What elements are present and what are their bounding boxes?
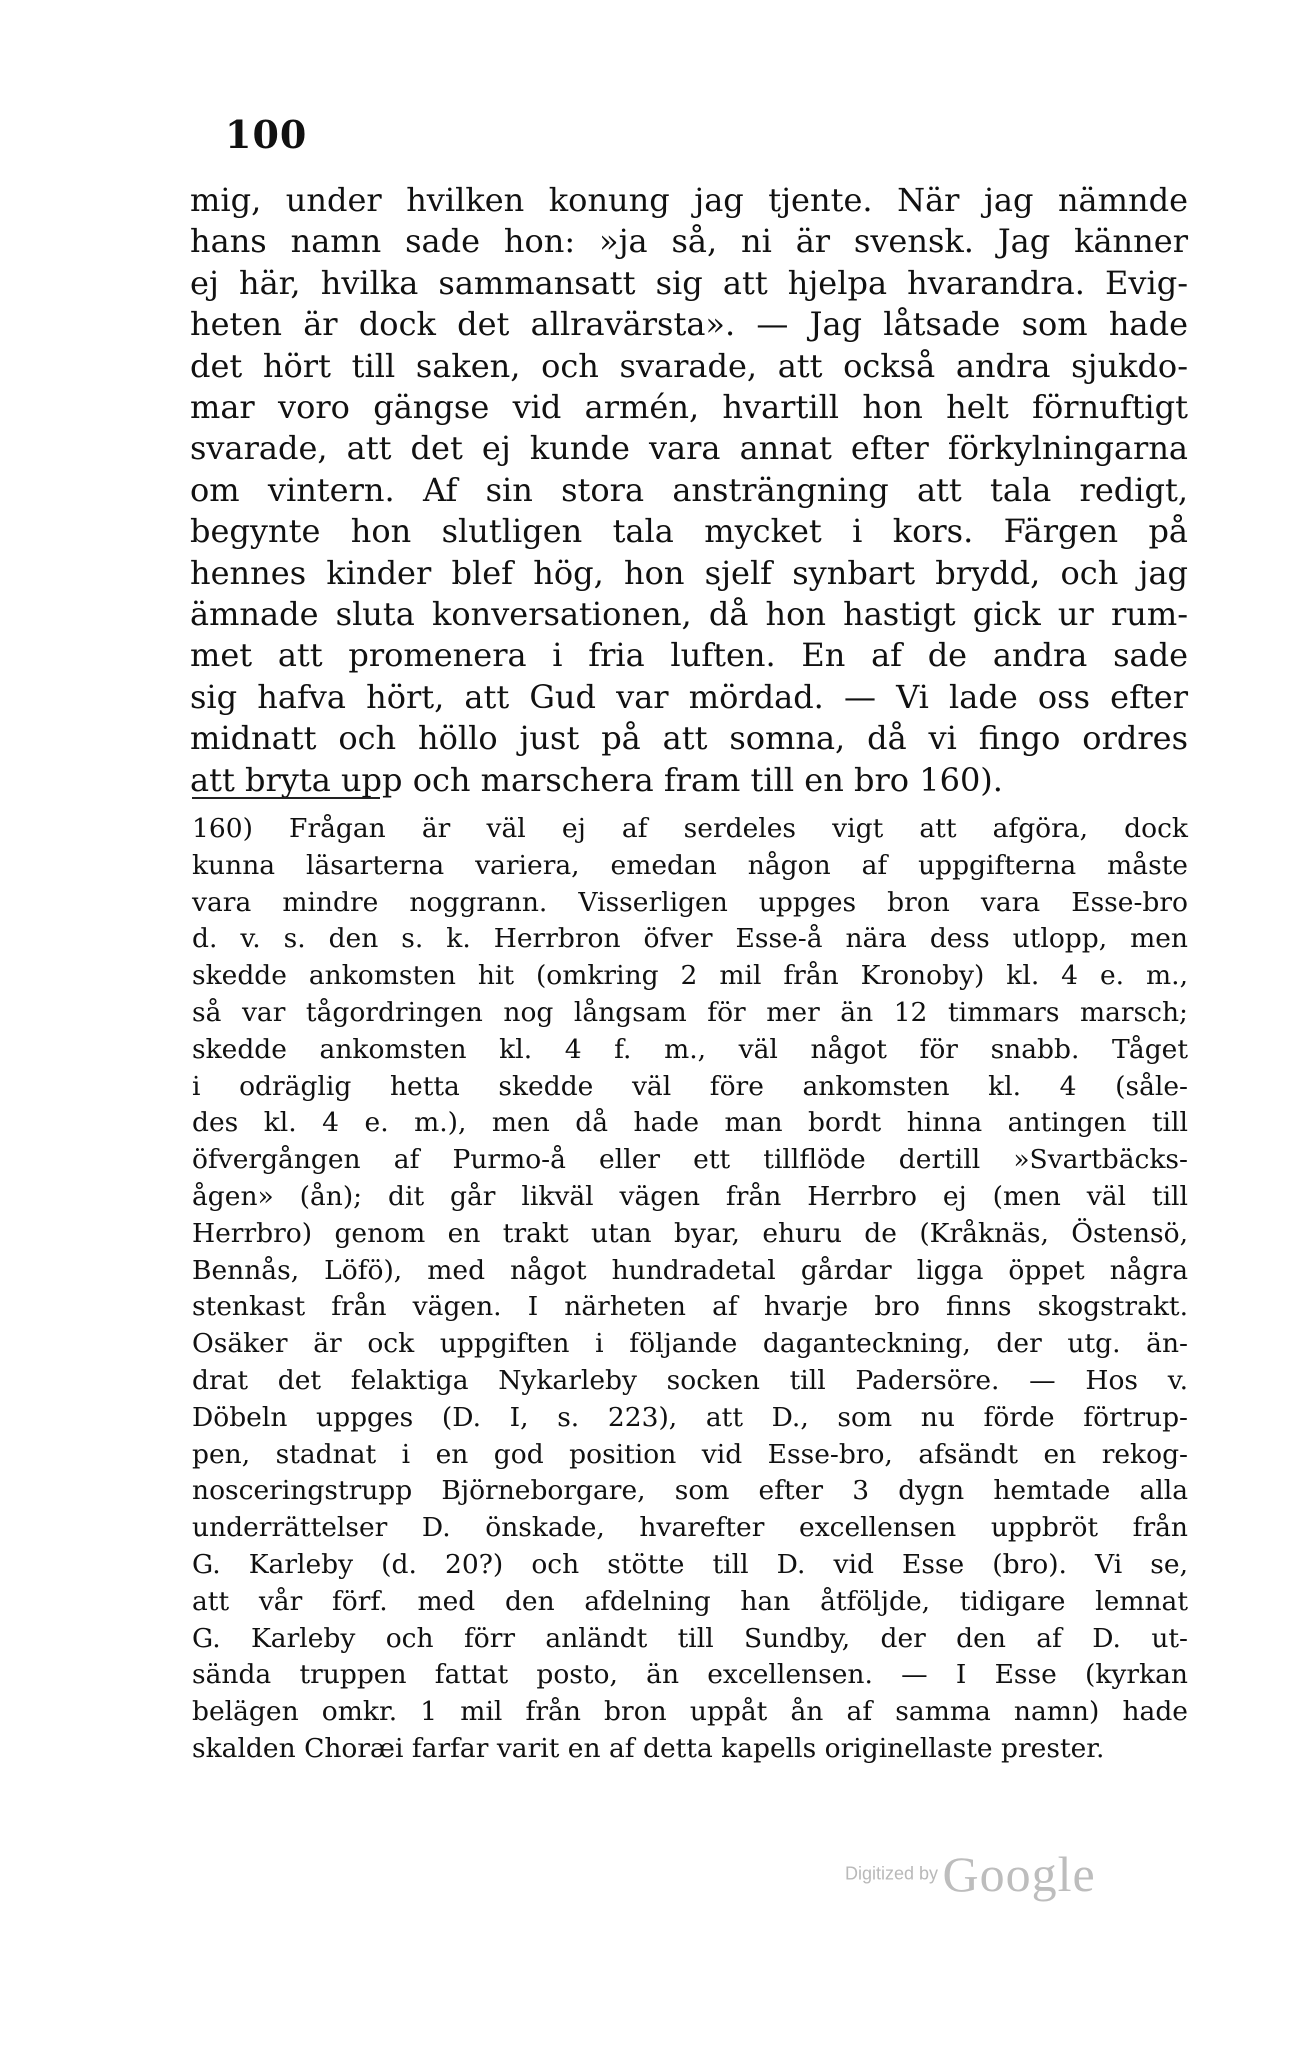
footnote-line: d. v. s. den s. k. Herrbron öfver Esse-å nära dess utlopp, men <box>192 923 1188 955</box>
text-line: heten är dock det allravärsta». — Jag låtsade som hade <box>190 305 1188 344</box>
footnote-line: sända truppen fattat posto, än excellensen. — I Esse (kyrkan <box>192 1659 1188 1691</box>
watermark-prefix: Digitized by <box>845 1863 939 1884</box>
text-line: midnatt och höllo just på att somna, då vi fingo ordres <box>190 719 1188 758</box>
footnote-line: Herrbro) genom en trakt utan byar, ehuru de (Kråknäs, Östensö, <box>192 1217 1188 1249</box>
footnote-divider <box>192 797 380 799</box>
text-line: ej här, hvilka sammansatt sig att hjelpa hvarandra. Evig- <box>190 263 1188 302</box>
footnote-line: Osäker är ock uppgiften i följande daganteckning, der utg. än- <box>192 1328 1188 1360</box>
text-line: det hört till saken, och svarade, att också andra sjukdo- <box>190 346 1188 385</box>
text-line: att bryta upp och marschera fram till en bro 160). <box>190 760 1003 799</box>
footnote-line: kunna läsarterna variera, emedan någon af uppgifterna måste <box>192 849 1188 881</box>
text-line: mig, under hvilken konung jag tjente. När jag nämnde <box>190 181 1188 219</box>
footnote-line: ågen» (ån); dit går likväl vägen från Herrbro ej (men väl till <box>192 1180 1188 1212</box>
digitized-watermark <box>845 1845 1096 1903</box>
text-line: sig hafva hört, att Gud var mördad. — Vi lade oss efter <box>190 677 1188 716</box>
footnote-line: öfvergången af Purmo-å eller ett tillflöde dertill »Svartbäcks- <box>192 1144 1188 1176</box>
text-line: hans namn sade hon: »ja så, ni är svensk. Jag känner <box>190 222 1188 261</box>
footnote-line: belägen omkr. 1 mil från bron uppåt ån af samma namn) hade <box>192 1696 1188 1728</box>
text-line: ämnade sluta konversationen, då hon hastigt gick ur rum- <box>190 595 1188 634</box>
page-number: 100 <box>225 112 308 157</box>
footnote-line: G. Karleby och förr anländt till Sundby, der den af D. ut- <box>192 1622 1188 1654</box>
footnote-line: Döbeln uppges (D. I, s. 223), att D., som nu förde förtrup- <box>192 1401 1188 1433</box>
text-line: mar voro gängse vid armén, hvartill hon helt förnuftigt <box>190 388 1188 427</box>
footnote-line: stenkast från vägen. I närheten af hvarje bro finns skogstrakt. <box>192 1291 1188 1323</box>
main-text <box>190 180 1188 801</box>
text-line: om vintern. Af sin stora ansträngning att tala redigt, <box>190 470 1188 509</box>
footnote-line: 160) Frågan är väl ej af serdeles vigt att afgöra, dock <box>192 813 1188 844</box>
footnote-line: så var tågordringen nog långsam för mer än 12 timmars marsch; <box>192 996 1188 1028</box>
footnote-line: skalden Choræi farfar varit en af detta kapells originellaste prester. <box>192 1732 1105 1764</box>
footnote-line: att vår förf. med den afdelning han åtföljde, tidigare lemnat <box>192 1585 1188 1617</box>
footnote-line: underrättelser D. önskade, hvarefter excellensen uppbröt från <box>192 1512 1188 1544</box>
footnote-line: i odräglig hetta skedde väl före ankomsten kl. 4 (såle- <box>192 1070 1188 1102</box>
footnote-line: pen, stadnat i en god position vid Esse-bro, afsändt en rekog- <box>192 1438 1188 1470</box>
footnote-line: Bennås, Löfö), med något hundradetal gårdar ligga öppet några <box>192 1254 1188 1286</box>
footnote <box>192 811 1188 1768</box>
text-line: svarade, att det ej kunde vara annat efter förkylningarna <box>190 429 1188 468</box>
footnote-line: nosceringstrupp Björneborgare, som efter 3 dygn hemtade alla <box>192 1475 1188 1507</box>
text-line: met att promenera i fria luften. En af de andra sade <box>190 636 1188 675</box>
footnote-line: G. Karleby (d. 20?) och stötte till D. vid Esse (bro). Vi se, <box>192 1548 1188 1580</box>
footnote-line: drat det felaktiga Nykarleby socken till Padersöre. — Hos v. <box>192 1364 1188 1396</box>
footnote-line: vara mindre noggrann. Visserligen uppges bron vara Esse-bro <box>192 886 1188 918</box>
text-line: begynte hon slutligen tala mycket i kors. Färgen på <box>190 512 1188 551</box>
footnote-line: skedde ankomsten hit (omkring 2 mil från Kronoby) kl. 4 e. m., <box>192 960 1188 992</box>
footnote-line: skedde ankomsten kl. 4 f. m., väl något för snabb. Tåget <box>192 1033 1188 1065</box>
text-line: hennes kinder blef hög, hon sjelf synbart brydd, och jag <box>190 553 1188 592</box>
google-logo: Google <box>942 1846 1096 1902</box>
footnote-line: des kl. 4 e. m.), men då hade man bordt hinna antingen till <box>192 1107 1188 1139</box>
